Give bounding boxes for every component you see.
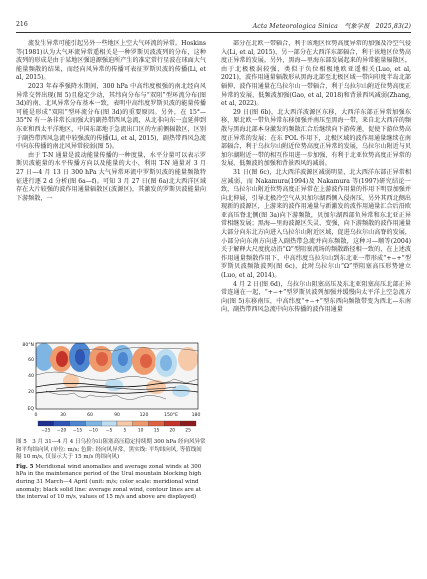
y-tick-label: 60 <box>28 358 34 363</box>
colorbar-label: 20 <box>169 428 176 434</box>
figure-5-caption <box>16 439 206 502</box>
caption-figure-label: Fig. 5 <box>16 463 34 470</box>
colorbar-swatch <box>54 421 70 426</box>
colorbar-swatch <box>70 421 86 426</box>
right-column <box>221 40 411 565</box>
x-tick-label: 60 <box>87 413 93 418</box>
colorbar-swatch <box>149 421 165 426</box>
colorbar-label: 10 <box>137 428 144 434</box>
colorbar <box>38 421 196 434</box>
x-tick-label: 30 <box>60 413 66 418</box>
caption-english-text: Meridional wind anomalies and average zonal winds at 300 hPa in the maintenance period of the Ural mountain blocking high during 31 March—4 April (unit: m/s; color scale: meridional wind anomaly; black solid line: average zonal wind, contour lines are at the interval of 10 m/s, values of 15 m/s and above are displayed) <box>16 463 202 501</box>
x-tick-label: 90 <box>114 413 120 418</box>
colorbar-swatch <box>101 421 117 426</box>
colorbar-label: −10 <box>88 428 98 434</box>
figure-5-map <box>16 339 206 439</box>
colorbar-label: 25 <box>185 428 191 434</box>
right-paragraph-1: 部分在北欧一带辐合，利于该地区位势高度异常的加强及冷空气侵入(Li, et al, 2015)，另一部分在大西洋东部辐合，利于该地区位势高度正异常的发展。另外，黑海—里海东部发展起来的异常能量辐散区，由于北极极涡较强，类似于负位相极地欧亚遥相关(Luo, et al, 2021)，波作用通量辐散形从黑海北部至北极区域一带向印度半岛北部辐伸，波作用通量在乌拉尔山一带辐合，利于乌拉尔山附近位势高度正异常的发展、低频波加强(Gao, et al, 2018)和背景西风减弱(Zhang, et al, 2022)。 <box>221 40 411 108</box>
right-paragraph-2: 29 日(图 6b)，北大西洋波源区东移，大西洋东部正异常加强东移，原北欧一带负异常东移加强并南压至黑海一带，来自北大西洋的频散与黑海北部本身激发的频散汇合后继续向下游传递，促使下游位势高度正异常的发展；在东 POL 作用下，北极区域的波作用通量继续在南部辐合，利于乌拉尔山附近位势高度正异常的发展，乌拉尔山附近与贝加尔湖附近一带的相互作用进一步加强，有利于北亚位势高度正异常的发展、低频波的加强和背景西风的减弱。 <box>221 108 411 168</box>
page-header <box>16 20 411 33</box>
x-tick-label: 150°E <box>164 413 178 418</box>
colorbar-swatch <box>180 421 196 426</box>
caption-chinese: 图 5 3 月 31—4 月 4 日乌拉尔山阻塞高压稳定持续期 300 hPa 经向风异常和平均纬向风 (单位: m/s; 色阶: 经向风异常，黑实线: 平均纬向风, 等值线间隔 10 m/s, 仅显示大于 15 m/s 的纬向风) <box>16 439 206 461</box>
y-tick-label: EQ <box>27 407 34 412</box>
colorbar-label: −20 <box>57 428 67 434</box>
colorbar-label: 15 <box>153 428 160 434</box>
y-tick-label: 40 <box>28 374 34 379</box>
x-tick-label: 120 <box>139 413 149 418</box>
x-tick-label: 0 <box>34 413 38 418</box>
colorbar-swatch <box>117 421 133 426</box>
colorbar-swatch <box>133 421 149 426</box>
colorbar-label: −15 <box>72 428 83 434</box>
colorbar-label: −25 <box>41 428 51 434</box>
right-paragraph-3: 31 日(图 6c)，北大西洋波源区减弱明显，北大西洋东部正异常相应减弱，而 Nakamura(1994)及 Nakamura 等(1997)研究结论一致，乌拉尔山附近位势高度正异常在上游波作用量的作用下明显加强并向北伸展，引导北极冷空气从贝加尔湖西侧入侵南压，另外其西北侧出现新的波源区，上游来的波作用通量与新激发的波作用通量汇合后沿欧亚高压脊北侧(图 3a)向下游频散，贝加尔湖西部负异常和东北亚正异常相继发展；黑海—里海波源区失灵、变强，向下游频散的波作用通量大部分向东北方向进入乌拉尔山附近区域，促进乌拉尔山高脊的发展，小部分向东南方向进入副热带急流并向东频散，这种习—顺等(2004)关于解释大尺度扰动沿“Ω”型阻塞流场的频散路径相一致的，在上述波作用通量频散作用下，中高纬度乌拉尔山到东北亚一带形成“+−+”型罗斯贝波频散波列(图 6c)，此时乌拉尔山“Ω”型阻塞高压形势建立(Luo, et al, 2014)。 <box>221 168 411 280</box>
y-tick-label: 20 <box>28 390 34 395</box>
left-paragraph-3: 由于 T-N 通量是波动能量传播的一种度量，水平分量可以表示罗斯贝波能量的水平传播方向以及能量的大小，利用 T-N 通量对 3 月 27 日—4 月 13 日 300 hPa 大气异常环流中罗斯贝波的能量频散特征进行逐 2 d 分析(图 6a—f)。可知 3 月 27 日(图 6a)北大西洋区域存在大片较强的波作用通量辐散区(波源区)，其激发的罗斯贝波能量向下游频散，一 <box>16 151 206 202</box>
left-paragraph-1: 流发生异常可能引起另外一些地区上空大气环流的异常。Hoskins 等(1981)认为大气环流异常遥相关是一种罗斯贝波波列的分布，这种波列的形成是由于某地区强迫源强迫所产生的准定常行星波在球面大气能量频散的结果，而经向风异常的传播可表征罗斯贝波的传播(Li, et al, 2015)。 <box>16 40 206 82</box>
x-tick-label: 180 <box>191 413 201 418</box>
page-number: 216 <box>16 21 28 28</box>
colorbar-label: 5 <box>123 428 127 434</box>
colorbar-swatch <box>38 421 54 426</box>
y-tick-label: 80°N <box>22 343 34 348</box>
colorbar-label: −5 <box>105 428 113 434</box>
journal-header: Acta Meteorologica Sinica 气象学报 2025,83(2) <box>252 23 411 30</box>
left-column <box>16 40 206 203</box>
left-paragraph-2: 2023 年春季强降水期间，300 hPa 中高纬度极强的南北经向风异常交替出现(图 5)且稳定少动，其纬向分布与“双阻”型环流分布(图 3d)的南、北风异常分布基本一致，表明中高纬度罗斯贝波的能量传播可能是形成“双阻”型环流分布(图 3d)的重要原因。另外，在 15°—35°N 有一条非常长而强大的副热带西风急流，从北非向东一直延伸到东亚和西太平洋地区，中国东部地于急流出口区的左前侧辐散区，区别于副热带西风急流中较强波的传播(Li, et al, 2015)，副热带西风急流中向东传播的南北风异常较弱(图 5)。 <box>16 82 206 151</box>
colorbar-swatch <box>164 421 180 426</box>
right-paragraph-4: 4 月 2 日(图 6d)，乌拉尔山阻塞高压及东北亚阻塞高压北部正异常连通在一起，“+−+”型罗斯贝波列加强并缓慢向太平洋上空急流方向(图 5)东移南压，中高纬度“+−+”型东西向频散带变为西北—东南向，副热带西风急流中向东传播的波作用通量 <box>221 280 411 314</box>
colorbar-swatch <box>85 421 101 426</box>
caption-english <box>16 464 206 502</box>
